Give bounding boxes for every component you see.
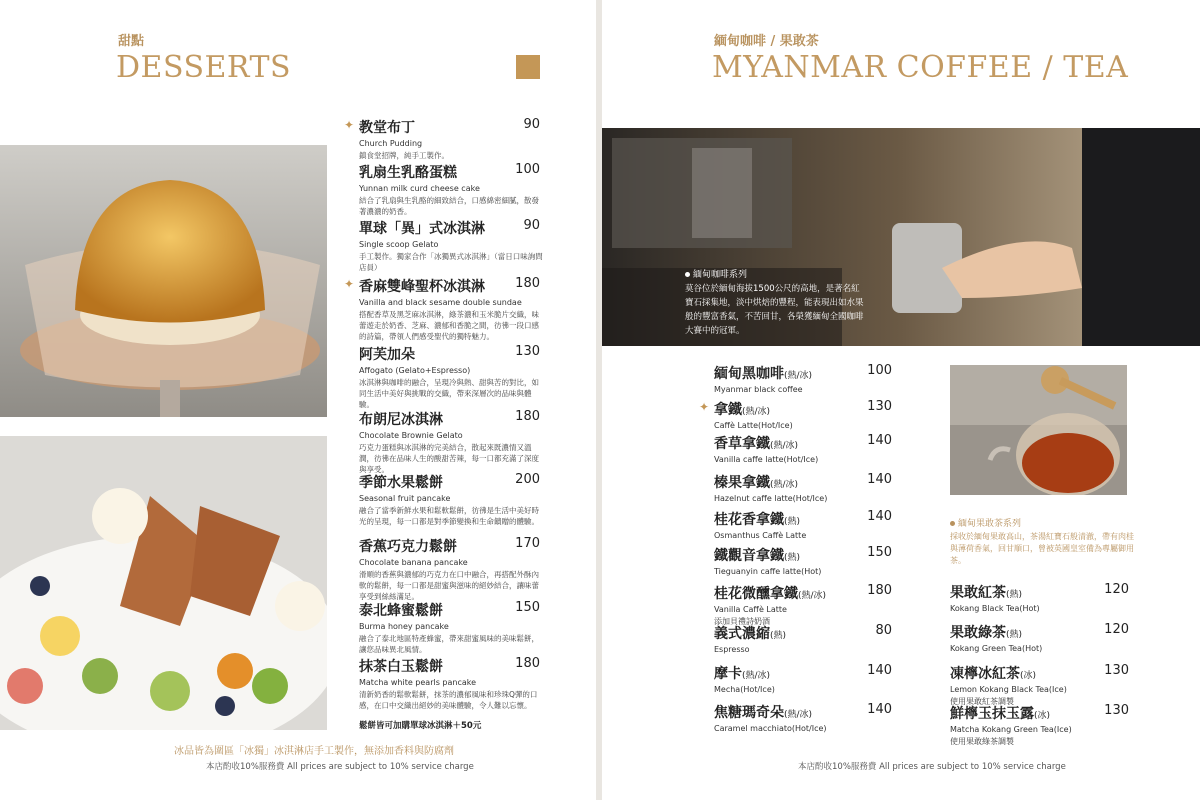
coffee-series-description: 莫谷位於緬甸海拔1500公尺的高地，是著名紅寶石採集地，淡中烘焙的豐程，能表現出如水果般的豐富香氣，不苦回甘，各榮獲緬甸全國咖啡大賽中的冠軍。 [685, 284, 864, 336]
item-price: 130 [867, 399, 892, 414]
item-price: 100 [515, 162, 540, 177]
tea-series-description: 採收於緬甸果敢高山，茶湯紅寶石般清澈，帶有肉桂與薄荷香氣，回甘順口，曾被英國皇室備為專屬御用茶。 [950, 532, 1134, 565]
menu-item [950, 663, 1100, 707]
item-english-name: Vanilla and black sesame double sundae [359, 298, 522, 307]
item-temperature: (熱) [1006, 590, 1023, 600]
item-english-name: Tieguanyin caffe latte(Hot) [714, 567, 822, 576]
item-price: 80 [875, 623, 892, 638]
service-charge-note: 本店酌收10%服務費 All prices are subject to 10% service charge [206, 762, 474, 772]
item-english-name: Myanmar black coffee [714, 385, 803, 394]
item-temperature: (熱/冰) [798, 591, 827, 601]
category-subtitle: 甜點 [118, 34, 145, 49]
star-icon: ✦ [344, 277, 355, 291]
item-english-name: Lemon Kokang Black Tea(Ice) [950, 685, 1067, 694]
menu-item [950, 622, 1100, 653]
item-price: 180 [515, 656, 540, 671]
item-english-name: Osmanthus Caffè Latte [714, 531, 807, 540]
item-english-name: Kokang Black Tea(Hot) [950, 604, 1040, 613]
item-description: 清新奶香的鬆軟鬆餅，抹茶的濃郁風味和珍珠Q彈的口感，在口中交織出絕妙的美味體驗，令人難以忘懷。 [359, 690, 538, 710]
item-name-text: 緬甸黑咖啡 [714, 366, 784, 382]
item-temperature: (熱/冰) [770, 480, 799, 490]
item-english-name: Matcha Kokang Green Tea(Ice) [950, 725, 1072, 734]
item-name-text: 乳扇生乳酪蛋糕 [359, 165, 457, 181]
item-english-name: Single scoop Gelato [359, 240, 439, 249]
item-price: 150 [515, 600, 540, 615]
item-temperature: (冰) [1020, 671, 1037, 681]
item-english-name: Hazelnut caffe latte(Hot/Ice) [714, 494, 828, 503]
item-description: 搭配香草及黑芝麻冰淇淋，綠茶濃和玉米脆片交織，味蕾遊走於奶香、芝麻、濃郁和香脆之間，彷彿一段口感的詩篇，帶領人們感受聖代的獨特魅力。 [359, 310, 539, 341]
item-english-name: Matcha white pearls pancake [359, 678, 477, 687]
item-price: 90 [523, 117, 540, 132]
item-name-text: 鐵觀音拿鐵 [714, 548, 784, 564]
gold-square-decoration [516, 55, 540, 79]
item-temperature: (熱) [784, 553, 801, 563]
item-price: 140 [867, 663, 892, 678]
item-english-name: Caramel macchiato(Hot/Ice) [714, 724, 827, 733]
service-charge-note: 本店酌收10%服務費 All prices are subject to 10% service charge [798, 762, 1066, 772]
item-temperature: (熱/冰) [784, 710, 813, 720]
item-english-name: Chocolate Brownie Gelato [359, 431, 463, 440]
item-description: 滑順的香蕉與濃郁的巧克力在口中融合，再搭配外酥內軟的鬆餅，每一口都是甜蜜與滋味的絕妙結合，讓味蕾享受到絲絲滿足。 [359, 570, 539, 601]
item-english-name: Caffè Latte(Hot/Ice) [714, 421, 793, 430]
item-name [950, 663, 1100, 683]
item-name-text: 榛果拿鐵 [714, 475, 770, 491]
item-name-text: 香草拿鐵 [714, 436, 770, 452]
desserts-page [0, 0, 596, 800]
item-note: 添加貝禮詩奶酒 [714, 617, 770, 626]
item-description: 鎮食堂招牌，純手工製作。 [359, 151, 449, 160]
item-english-name: Church Pudding [359, 139, 423, 148]
item-english-name: Chocolate banana pancake [359, 558, 468, 567]
item-name-text: 泰北蜂蜜鬆餅 [359, 603, 443, 619]
item-english-name: Espresso [714, 645, 750, 654]
item-name-text: 教堂布丁 [359, 120, 415, 136]
item-name-text: 單球「異」式冰淇淋 [359, 221, 485, 237]
item-name-text: 果敢綠茶 [950, 625, 1006, 641]
menu-item [950, 703, 1100, 747]
item-description: 結合了乳扇與生乳酪的細致結合，口感綿密細膩，散發著濃濃的奶香。 [359, 196, 539, 216]
item-description: 融合了泰北地區特產蜂蜜，帶來甜蜜風味的美味鬆餅，讓您品味異北風情。 [359, 634, 539, 654]
item-price: 170 [515, 536, 540, 551]
item-note: 使用果敢紅茶調製 [950, 697, 1014, 706]
item-name-text: 香蕉巧克力鬆餅 [359, 539, 457, 555]
item-name [950, 622, 1100, 642]
coffee-series-title-text: 緬甸咖啡系列 [693, 270, 748, 280]
tea-series-title [950, 516, 1021, 529]
item-temperature: (熱/冰) [784, 371, 813, 381]
pudding-photo [0, 145, 327, 417]
tea-series-title-text: 緬甸果敢茶系列 [958, 519, 1022, 529]
item-price: 90 [523, 218, 540, 233]
item-name-text: 抹茶白玉鬆餅 [359, 659, 443, 675]
item-description: 冰淇淋與咖啡的融合，呈現冷與熱、甜與苦的對比，如同生活中美好與挑戰的交織，帶來深層次的品味與體驗。 [359, 378, 539, 409]
item-price: 140 [867, 433, 892, 448]
item-temperature: (熱) [1006, 630, 1023, 640]
item-english-name: Vanilla Caffè Latte [714, 605, 787, 614]
item-name-text: 季節水果鬆餅 [359, 475, 443, 491]
item-english-name: Affogato (Gelato+Espresso) [359, 366, 471, 375]
item-price: 100 [867, 363, 892, 378]
item-name-text: 果敢紅茶 [950, 585, 1006, 601]
item-description: 巧克力蛋糕與冰淇淋的完美結合，散起來既濃情又溫潤，彷彿在品味人生的酸甜苦辣，每一口都充滿了深度與享受。 [359, 443, 539, 474]
item-note: 使用果敢綠茶調製 [950, 737, 1014, 746]
item-name-text: 義式濃縮 [714, 626, 770, 642]
star-icon: ✦ [344, 118, 355, 132]
item-description: 融合了當季新鮮水果和鬆軟鬆餅，彷彿是生活中美好時光的呈現，每一口都是對季節變換和生命饋贈的體驗。 [359, 506, 539, 526]
item-name-text: 桂花微醺拿鐵 [714, 586, 798, 602]
category-title: DESSERTS [116, 50, 292, 85]
item-temperature: (熱) [784, 517, 801, 527]
item-description: 手工製作。獨家合作「冰獨異式冰淇淋」（當日口味詢問店員） [359, 252, 543, 272]
item-name [950, 703, 1100, 723]
star-icon: ✦ [699, 400, 710, 414]
bullet-dot-icon [950, 521, 955, 526]
item-temperature: (熱/冰) [742, 671, 771, 681]
item-temperature: (熱) [770, 631, 787, 641]
item-temperature: (熱/冰) [770, 441, 799, 451]
category-title: MYANMAR COFFEE / TEA [712, 50, 1129, 85]
item-price: 180 [515, 409, 540, 424]
item-name-text: 拿鐵 [714, 402, 742, 418]
item-price: 120 [1104, 622, 1129, 637]
waffle-photo [0, 436, 327, 730]
item-price: 140 [867, 472, 892, 487]
pancake-addon-note: 鬆餅皆可加購單球冰淇淋＋50元 [359, 721, 482, 731]
coffee-series-title [685, 267, 747, 280]
item-english-name: Seasonal fruit pancake [359, 494, 451, 503]
gelato-footer-note: 冰品皆為圍區「冰獨」冰淇淋店手工製作，無添加香料與防腐劑 [174, 746, 454, 757]
item-english-name: Kokang Green Tea(Hot) [950, 644, 1043, 653]
item-price: 150 [867, 545, 892, 560]
item-name-text: 布朗尼冰淇淋 [359, 412, 443, 428]
item-name [950, 582, 1100, 602]
category-subtitle: 緬甸咖啡 / 果敢茶 [714, 34, 819, 49]
item-price: 140 [867, 702, 892, 717]
item-price: 200 [515, 472, 540, 487]
item-name-text: 阿芙加朵 [359, 347, 415, 363]
item-price: 140 [867, 509, 892, 524]
item-name-text: 摩卡 [714, 666, 742, 682]
item-price: 130 [1104, 703, 1129, 718]
item-price: 130 [515, 344, 540, 359]
item-name-text: 桂花香拿鐵 [714, 512, 784, 528]
tea-photo [950, 365, 1127, 495]
coffee-tea-page [602, 0, 1200, 800]
item-price: 130 [1104, 663, 1129, 678]
item-name-text: 鮮檸玉抹玉露 [950, 706, 1034, 722]
item-english-name: Yunnan milk curd cheese cake [359, 184, 480, 193]
item-name-text: 香麻雙峰聖杯冰淇淋 [359, 279, 485, 295]
bullet-dot-icon [685, 272, 690, 277]
item-name-text: 凍檸冰紅茶 [950, 666, 1020, 682]
menu-item [950, 582, 1100, 613]
item-price: 180 [867, 583, 892, 598]
item-english-name: Vanilla caffe latte(Hot/Ice) [714, 455, 819, 464]
item-price: 180 [515, 276, 540, 291]
item-price: 120 [1104, 582, 1129, 597]
item-name-text: 焦糖瑪奇朵 [714, 705, 784, 721]
item-temperature: (冰) [1034, 711, 1051, 721]
item-english-name: Mecha(Hot/Ice) [714, 685, 775, 694]
item-temperature: (熱/冰) [742, 407, 771, 417]
item-english-name: Burma honey pancake [359, 622, 449, 631]
